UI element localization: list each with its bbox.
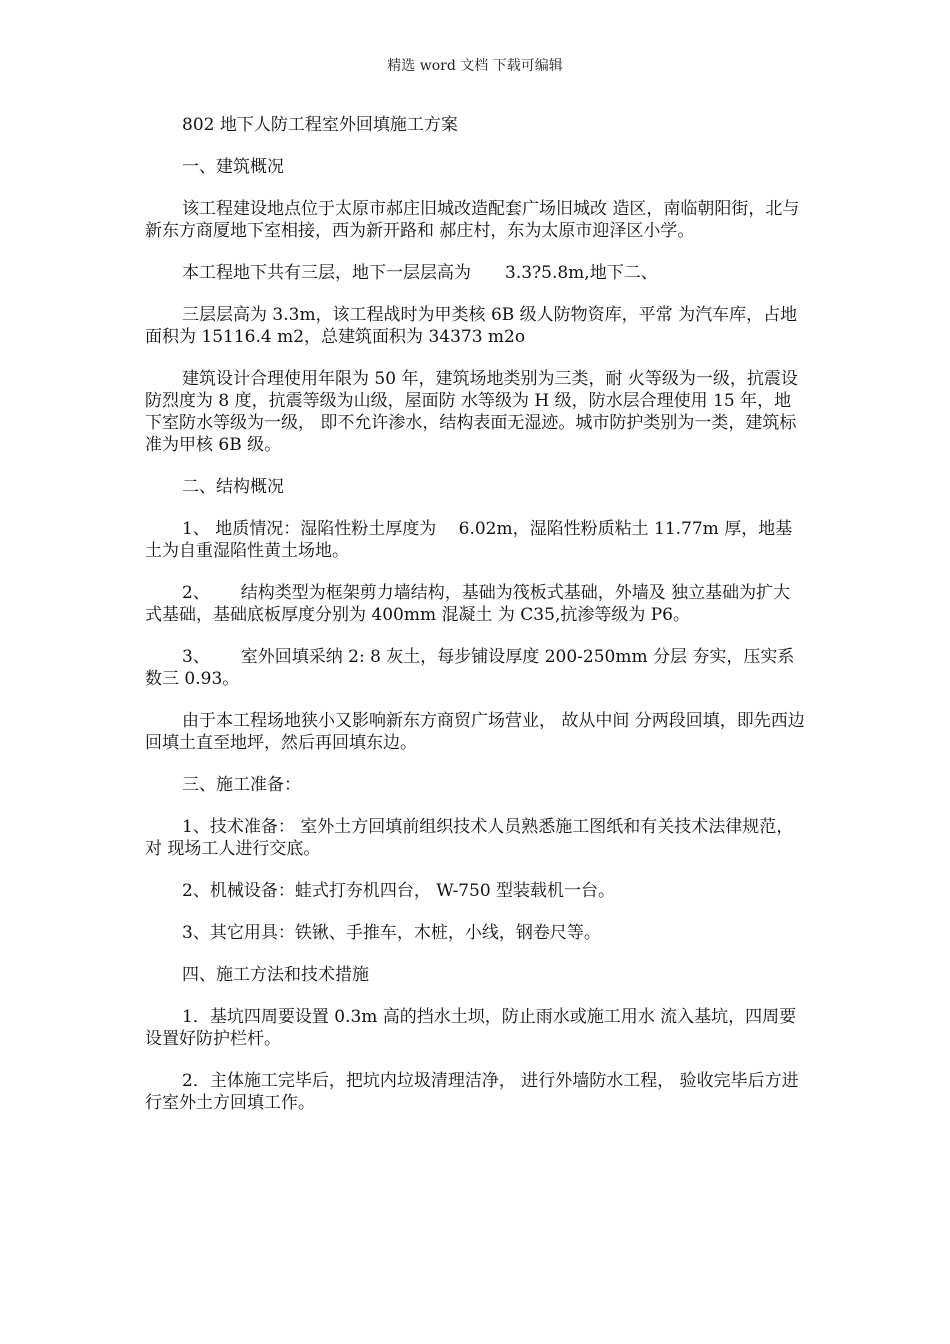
document-title: 802 地下人防工程室外回填施工方案 — [182, 115, 458, 135]
paragraph: 1、技术准备： 室外土方回填前组织技术人员熟悉施工图纸和有关技术法律规范， 对 现场工人进行交底。 — [145, 817, 794, 859]
paragraph: 该工程建设地点位于太原市郝庄旧城改造配套广场旧城改 造区，南临朝阳街，北与新东方商厦地下室相接，西为新开路和 郝庄村，东为太原市迎泽区小学。 — [145, 199, 800, 241]
paragraph: 建筑设计合理使用年限为 50 年，建筑场地类别为三类，耐 火等级为一级，抗震设防烈度为 8 度，抗震等级为山级，屋面防 水等级为 H 级，防水层合理使用 15 年，地下室防水等级为一级， 即不允许渗水，结构表面无湿迹。城市防护类别为一类，建筑标 准为甲核 6B 级。 — [145, 369, 798, 455]
paragraph: 2．主体施工完毕后，把坑内垃圾清理洁净， 进行外墙防水工程， 验收完毕后方进行室外土方回填工作。 — [145, 1071, 799, 1113]
page-header: 精选 word 文档 下载可编辑 — [387, 58, 563, 74]
section-heading-3: 三、施工准备： — [182, 775, 301, 795]
paragraph: 由于本工程场地狭小又影响新东方商贸广场营业， 故从中间 分两段回填，即先西边回填土直至地坪，然后再回填东边。 — [145, 711, 805, 753]
section-heading-2: 二、结构概况 — [182, 477, 284, 497]
paragraph: 3、其它用具：铁锹、手推车，木桩，小线，钢卷尺等。 — [182, 923, 601, 943]
paragraph: 2、机械设备：蛙式打夯机四台， W-750 型装载机一台。 — [182, 881, 616, 901]
document-body — [145, 114, 807, 1134]
paragraph: 1．基坑四周要设置 0.3m 高的挡水土坝，防止雨水或施工用水 流入基坑，四周要设置好防护栏杆。 — [145, 1007, 797, 1049]
paragraph: 本工程地下共有三层，地下一层层高为 3.3?5.8m,地下二、 — [182, 263, 658, 283]
paragraph: 三层层高为 3.3m，该工程战时为甲类核 6B 级人防物资库，平常 为汽车库，占地面积为 15116.4 m2，总建筑面积为 34373 m2o — [145, 305, 798, 347]
section-heading-1: 一、建筑概况 — [182, 157, 284, 177]
paragraph: 2、 结构类型为框架剪力墙结构，基础为筏板式基础，外墙及 独立基础为扩大式基础，基础底板厚度分别为 400mm 混凝土 为 C35,抗渗等级为 P6。 — [145, 583, 791, 625]
section-heading-4: 四、施工方法和技术措施 — [182, 965, 369, 985]
paragraph: 3、 室外回填采纳 2: 8 灰土，每步铺设厚度 200-250mm 分层 夯实，压实系数三 0.93。 — [145, 647, 795, 689]
paragraph: 1、 地质情况：湿陷性粉土厚度为 6.02m，湿陷性粉质粘土 11.77m 厚，地基土为自重湿陷性黄土场地。 — [145, 519, 793, 561]
